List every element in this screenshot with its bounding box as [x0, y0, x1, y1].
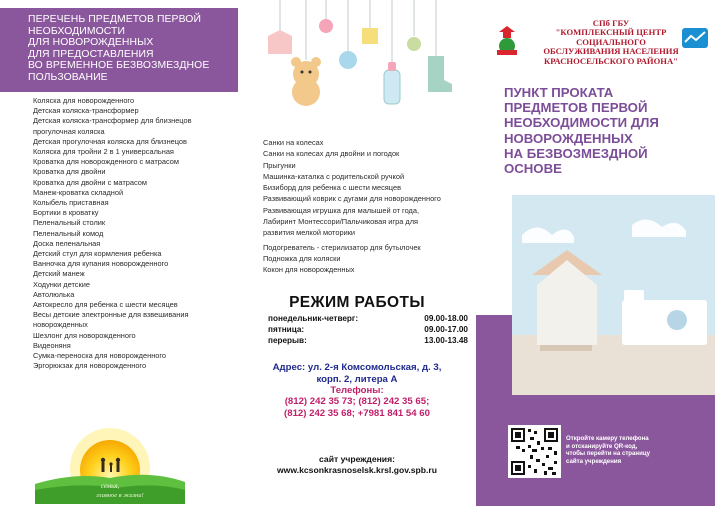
list-item: Пеленальный столик [33, 218, 106, 228]
list-item: Ходунки детские [33, 279, 90, 289]
phone-line: (812) 242 35 68; +7981 841 54 60 [284, 408, 430, 419]
list-item: Кокон для новорожденных [263, 265, 355, 275]
list-item: Манеж-кроватка складной [33, 187, 124, 197]
schedule-row [268, 335, 468, 346]
list-item: Машинка-каталка с родительской ручкой [263, 171, 405, 181]
banner-line: ДЛЯ НОВОРОЖДЕННЫХ [28, 37, 154, 49]
org-line: СПб ГБУ [592, 18, 630, 28]
website-label: сайт учреждения: [319, 454, 395, 464]
phone-numbers [238, 396, 476, 420]
list-item: Колыбель приставная [33, 198, 109, 208]
banner-line: ПОЛЬЗОВАНИЕ [28, 71, 108, 83]
sunset-caption-1: семья, [100, 482, 120, 490]
schedule-time: 09.00-17.00 [424, 325, 468, 334]
work-schedule [268, 313, 468, 346]
items-list-continued [263, 137, 473, 276]
list-item: Коляска для новорожденного [33, 96, 135, 105]
onesie-icon [268, 30, 292, 54]
list-item: Кроватка для двойни с матрасом [33, 177, 147, 187]
rattle-icon [339, 51, 357, 69]
list-item: Подогреватель - стерилизатор для бутылочек [263, 242, 421, 252]
phones-title: Телефоны: [330, 385, 384, 396]
qr-code-icon[interactable] [508, 425, 561, 478]
title-line: ПУНКТ ПРОКАТА [504, 85, 614, 100]
list-item: развития мелкой моторики [263, 228, 356, 238]
list-item: Развивающая игрушка для малышей от года, [263, 205, 419, 215]
list-item: Автокресло для ребенка с шести месяцев [33, 300, 178, 310]
org-line: СОЦИАЛЬНОГО [576, 36, 646, 47]
title-line: НОВОРОЖДЕННЫХ [504, 130, 633, 146]
ball-icon [407, 37, 421, 51]
title-line: НЕОБХОДИМОСТИ ДЛЯ [504, 115, 659, 131]
list-item: Лабиринт Монтессори/Пальчиковая игра для [263, 217, 419, 227]
qr-line: чтобы перейти на страницу [566, 450, 650, 458]
list-item: Детский стул для кормления ребенка [33, 249, 162, 259]
banner-line: НЕОБХОДИМОСТИ [28, 25, 126, 37]
qr-line: Откройте камеру телефона [566, 435, 649, 442]
banner-line: ВО ВРЕМЕННОЕ БЕЗВОЗМЕЗДНОЕ [28, 60, 210, 72]
schedule-day: перерыв: [268, 336, 307, 345]
org-line: КРАСНОСЕЛЬСКОГО РАЙОНА" [544, 55, 678, 66]
list-item: Видеоняня [33, 340, 71, 350]
title-line: НА БЕЗВОЗМЕЗДНОЙ [504, 145, 648, 161]
bottle-icon [384, 70, 400, 104]
qr-instructions [566, 435, 706, 465]
list-item: Санки на колесах для двойни и погодок [263, 149, 400, 159]
left-panel [0, 0, 238, 506]
organization-name [516, 19, 706, 66]
schedule-day: понедельник-четверг: [268, 314, 359, 323]
list-item: Сумка-переноска для новорожденного [33, 351, 167, 361]
city-logo-icon [681, 26, 709, 50]
address [238, 362, 476, 385]
leaflet-title [504, 85, 709, 176]
work-hours-title: РЕЖИМ РАБОТЫ [289, 294, 425, 311]
list-header-banner [0, 8, 238, 92]
org-line: "КОМПЛЕКСНЫЙ ЦЕНТР [555, 27, 667, 38]
list-item: Кроватка для двойни [33, 167, 106, 177]
banner-line: ПЕРЕЧЕНЬ ПРЕДМЕТОВ ПЕРВОЙ [28, 14, 202, 25]
shirt-icon [362, 28, 378, 44]
sunset-caption-2: главное в жизни! [96, 492, 144, 499]
list-item: Пеленальный комод [33, 228, 104, 238]
banner-line: ДЛЯ ПРЕДОСТАВЛЕНИЯ [28, 48, 154, 60]
pacifier-icon [319, 19, 333, 33]
address-line: корп. 2, литера А [316, 373, 398, 385]
schedule-time: 13.00-13.48 [424, 336, 468, 345]
title-line: ОСНОВЕ [504, 161, 562, 177]
list-item: Детская прогулочная коляска для близнецов [33, 136, 187, 146]
qr-line: сайта учреждения [566, 457, 622, 465]
items-list [33, 96, 238, 371]
list-item: Автолюлька [33, 289, 75, 299]
list-item: Бортики в кроватку [33, 208, 99, 218]
schedule-row [268, 313, 468, 324]
list-item: новорожденных [33, 320, 88, 330]
title-line: ПРЕДМЕТОВ ПЕРВОЙ [504, 100, 648, 116]
right-panel [476, 0, 715, 506]
sock-icon [428, 56, 452, 92]
teddy-bear-icon [291, 57, 321, 106]
nursery-room-photo [512, 195, 715, 395]
list-item: Бизиборд для ребенка с шести месяцев [263, 183, 401, 193]
list-item: Санки на колесах [263, 138, 324, 147]
list-item: Эргорюкзак для новорожденного [33, 361, 147, 371]
website-block [238, 454, 476, 476]
schedule-day: пятница: [268, 325, 305, 334]
list-item: Шезлонг для новорожденного [33, 330, 136, 340]
org-line: ОБСЛУЖИВАНИЯ НАСЕЛЕНИЯ [543, 46, 679, 57]
photo-area [476, 195, 715, 506]
list-item: Детская коляска-трансформер для близнецов [33, 116, 192, 126]
phone-line: (812) 242 35 73; (812) 242 35 65; [284, 396, 430, 407]
list-item: Развивающий коврик с дугами для новорожденного [263, 194, 441, 204]
list-item: Доска пеленальная [33, 238, 101, 248]
middle-panel [238, 0, 476, 506]
address-line: Адрес: ул. 2-я Комсомольская, д. 3, [272, 362, 442, 373]
list-item: Прыгунки [263, 160, 296, 170]
website-link[interactable]: www.kcsonkrasnoselsk.krsl.gov.spb.ru [277, 465, 437, 475]
schedule-row [268, 324, 468, 335]
list-item: прогулочная коляска [33, 126, 105, 136]
list-item: Весы детские электронные для взвешивания [33, 310, 189, 320]
list-item: Подножка для коляски [263, 253, 341, 263]
list-item: Детская коляска-трансформер [33, 106, 139, 116]
baby-toys-illustration [258, 0, 458, 118]
list-item: Детский манеж [33, 269, 85, 279]
list-item: Ванночка для купания новорожденного [33, 259, 169, 269]
schedule-time: 09.00-18.00 [424, 314, 468, 323]
qr-line: и отсканируйте QR-код, [566, 442, 638, 450]
family-sunset-illustration [35, 426, 185, 504]
list-item: Коляска для тройни 2 в 1 универсальная [33, 147, 174, 157]
list-item: Кроватка для новорожденного с матрасом [33, 157, 179, 167]
